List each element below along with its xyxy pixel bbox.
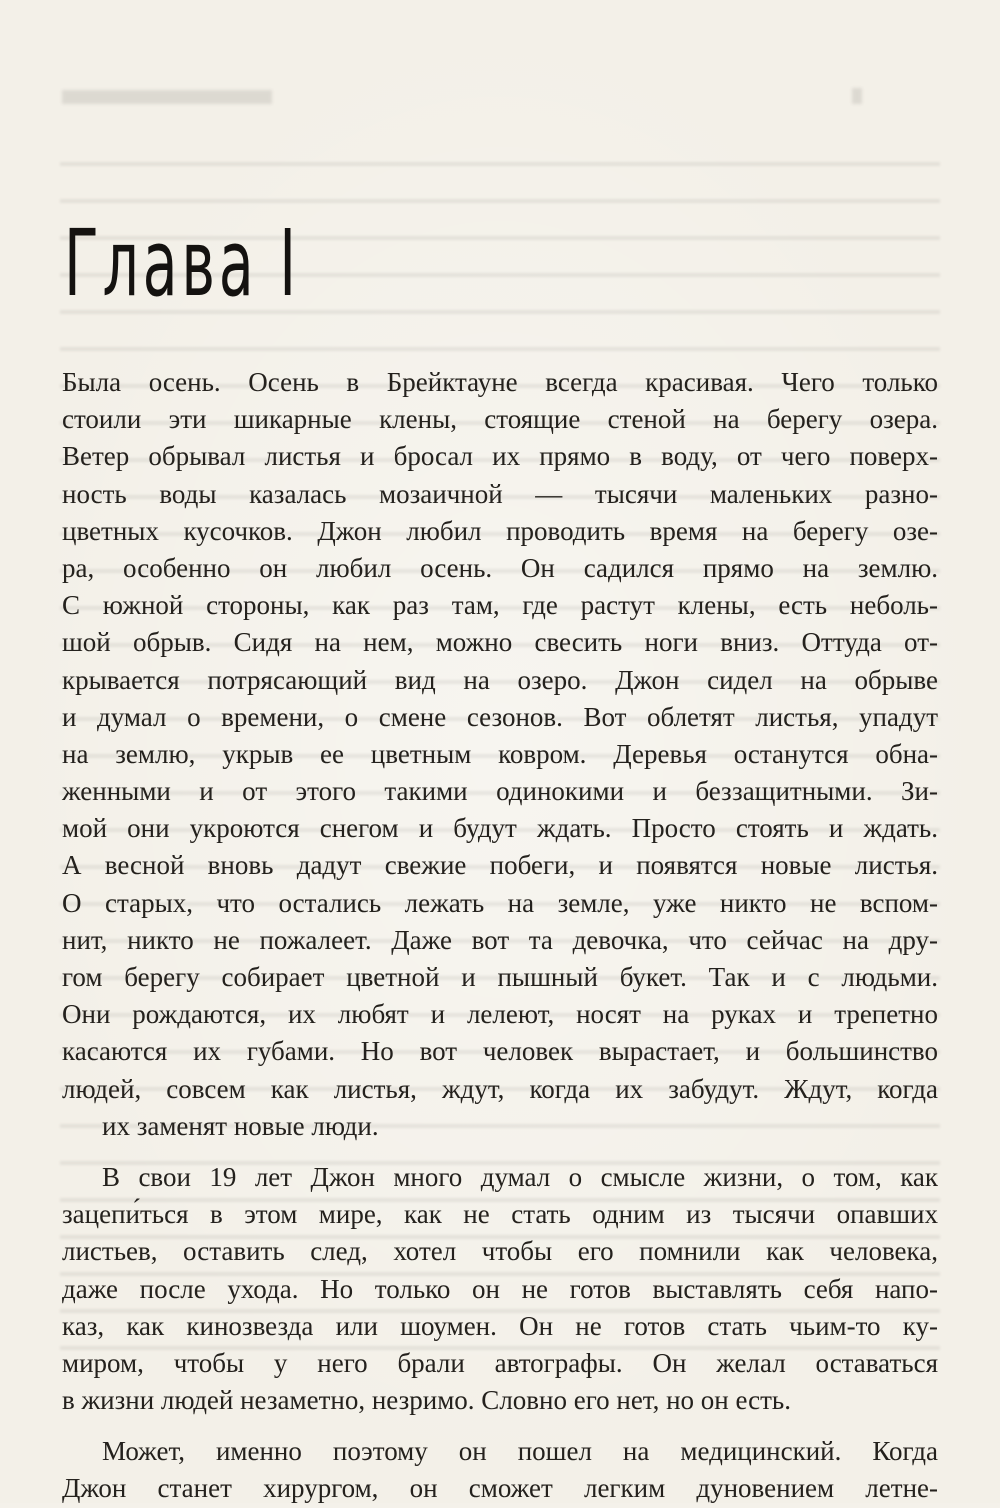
text-line: крывается потрясающий вид на озеро. Джон сидел на обрыве	[62, 664, 938, 695]
body-text	[62, 364, 938, 1508]
text-line: ра, особенно он любил осень. Он садился прямо на землю.	[62, 552, 938, 583]
text-line: Была осень. Осень в Брейктауне всегда красивая. Чего только	[62, 367, 938, 397]
text-line: ность воды казалась мозаичной — тысячи маленьких разно-	[62, 478, 938, 509]
text-line: листьев, оставить след, хотел чтобы его помнили как человека,	[62, 1236, 938, 1267]
text-line: шой обрыв. Сидя на нем, можно свесить ноги вниз. Оттуда от-	[62, 627, 938, 658]
text-line: и думал о времени, о смене сезонов. Вот облетят листья, упадут	[62, 701, 938, 732]
text-line: нит, никто не пожалеет. Даже вот та девочка, что сейчас на дру-	[62, 924, 938, 955]
text-line: даже после ухода. Но только он не готов выставлять себя напо-	[62, 1273, 938, 1304]
text-line: их заменят новые люди.	[102, 1110, 379, 1141]
chapter-title: Глава I	[64, 210, 300, 317]
text-line: гом берегу собирает цветной и пышный букет. Так и с людьми.	[62, 962, 938, 992]
text-line: касаются их губами. Но вот человек вырастает, и большинство	[62, 1036, 938, 1067]
text-line: мой они укроются снегом и будут ждать. Просто стоять и ждать.	[62, 813, 938, 844]
show-through-header	[62, 90, 272, 104]
text-line: людей, совсем как листья, ждут, когда их забудут. Ждут, когда	[62, 1073, 938, 1104]
text-line: женными и от этого такими одинокими и беззащитными. Зи-	[62, 776, 938, 807]
text-line: зацепи́ться в этом мире, как не стать одним из тысячи опавших	[62, 1199, 938, 1230]
text-line: А весной вновь дадут свежие побеги, и появятся новые листья.	[62, 850, 938, 881]
text-line: Может, именно поэтому он пошел на медицинский. Когда	[102, 1436, 938, 1467]
text-line: каз, как кинозвезда или шоумен. Он не готов стать чьим-то ку-	[62, 1310, 938, 1341]
text-line: В свои 19 лет Джон много думал о смысле жизни, о том, как	[102, 1161, 938, 1192]
text-line: в жизни людей незаметно, незримо. Словно его нет, но он есть.	[62, 1385, 791, 1416]
text-line: О старых, что остались лежать на земле, уже никто не вспом-	[62, 887, 938, 918]
paragraph-2	[62, 1159, 938, 1419]
paragraph-gap	[62, 1145, 938, 1159]
text-line: цветных кусочков. Джон любил проводить время на берегу озе-	[62, 515, 938, 546]
text-line: на землю, укрыв ее цветным ковром. Деревья останутся обна-	[62, 738, 938, 769]
text-line: С южной стороны, как раз там, где растут клены, есть неболь-	[62, 590, 938, 621]
show-through-page-number	[852, 88, 862, 104]
paragraph-1	[62, 364, 938, 1145]
text-line: Джон станет хирургом, он сможет легким дуновением летне-	[62, 1473, 938, 1504]
text-line: Ветер обрывал листья и бросал их прямо в воду, от чего поверх-	[62, 441, 938, 472]
paragraph-gap	[62, 1419, 938, 1433]
text-line: миром, чтобы у него брали автографы. Он желал оставаться	[62, 1347, 938, 1378]
paragraph-3	[62, 1433, 938, 1507]
text-line: Они рождаются, их любят и лелеют, носят на руках и трепетно	[62, 999, 938, 1030]
text-line: стоили эти шикарные клены, стоящие стеной на берегу озера.	[62, 404, 938, 435]
